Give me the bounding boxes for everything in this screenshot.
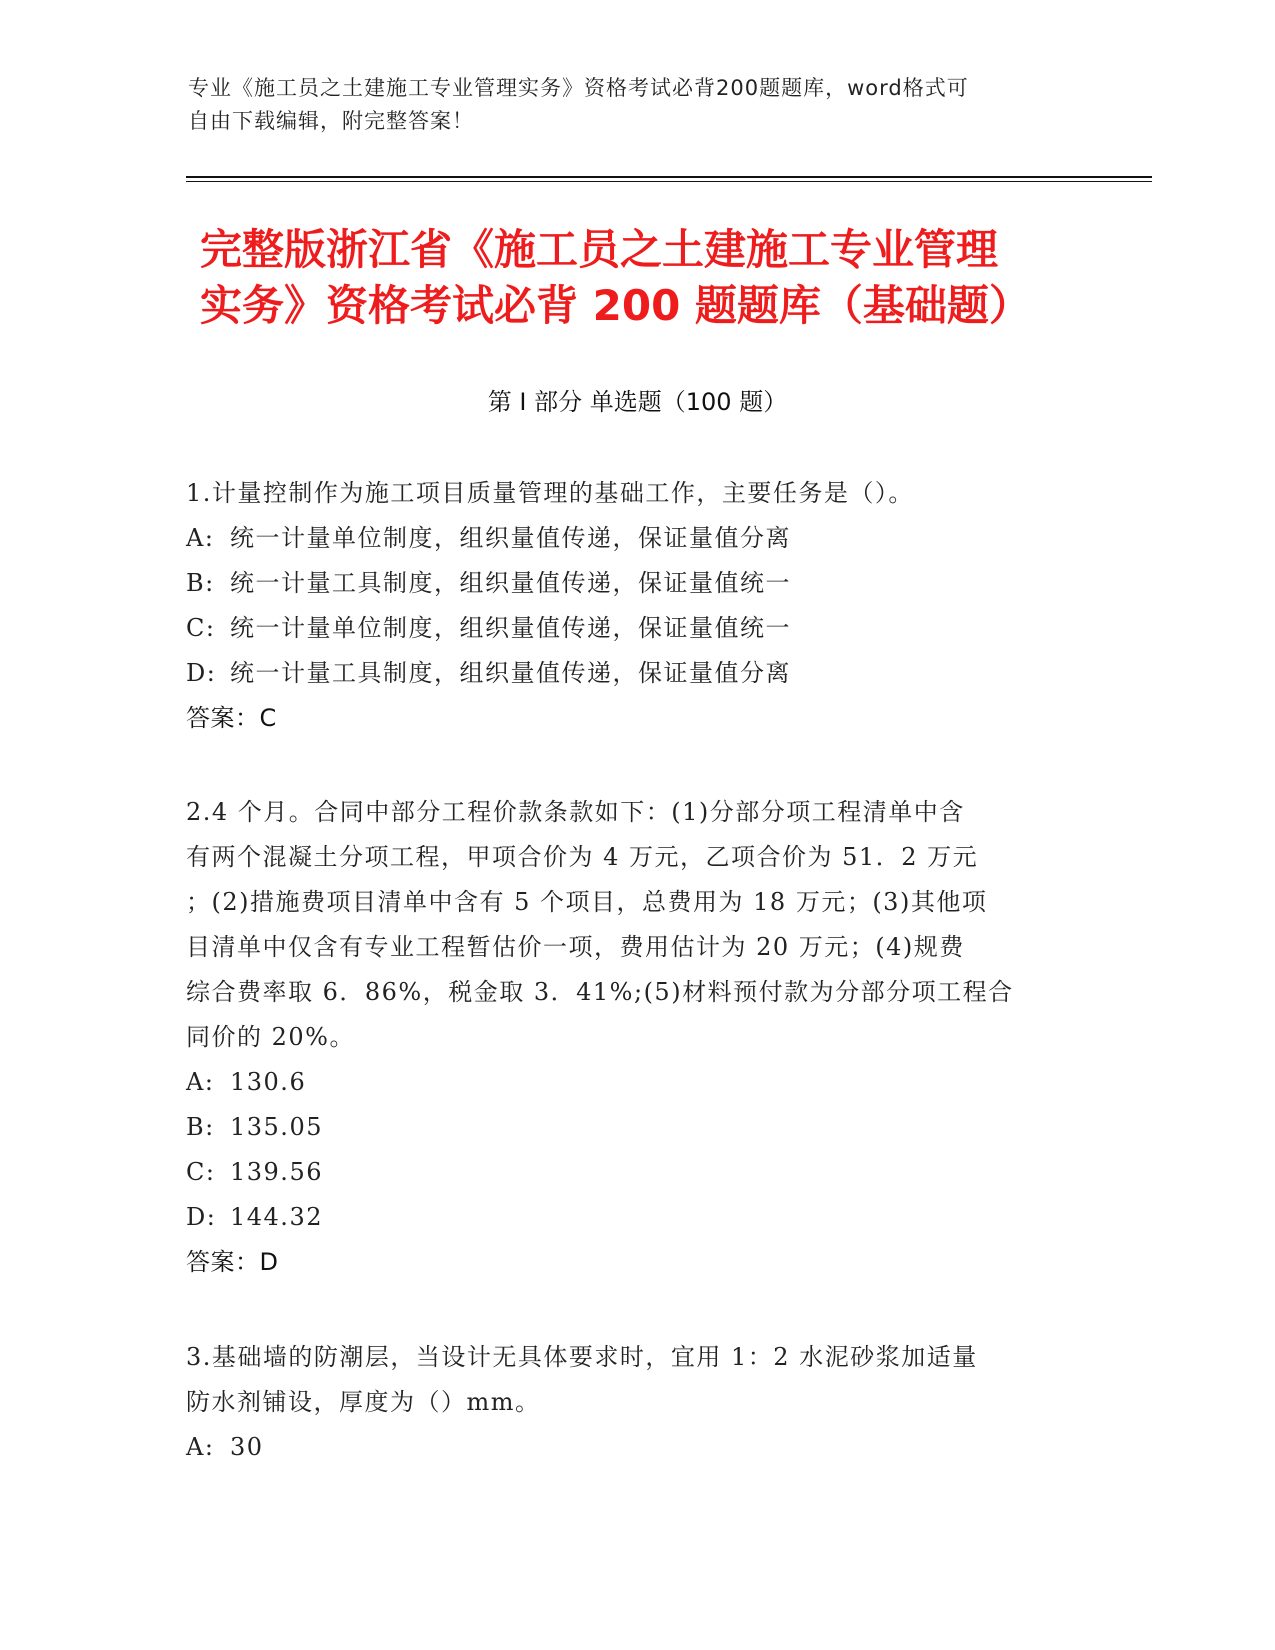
option-d (186, 651, 1086, 696)
stem-line: 综合费率取 6．86%，税金取 3．41%;(5)材料预付款为分部分项工程合 (186, 978, 1014, 1006)
option-text: 130.6 (230, 1068, 307, 1096)
option-c (186, 1150, 1086, 1195)
option-key: A: (186, 524, 215, 552)
option-text: 135.05 (230, 1113, 323, 1141)
option-text: 统一计量单位制度，组织量值传递，保证量值统一 (230, 614, 791, 642)
option-key: C: (186, 614, 216, 642)
stem-line: 有两个混凝土分项工程，甲项合价为 4 万元，乙项合价为 51．2 万元 (186, 843, 979, 871)
option-b (186, 1105, 1086, 1150)
option-key: D: (186, 659, 217, 687)
option-text: 统一计量工具制度，组织量值传递，保证量值分离 (230, 659, 791, 687)
answer-label: 答案：D (186, 1248, 279, 1276)
header-divider (186, 176, 1152, 178)
title-line: 实务》资格考试必背 200 题题库（基础题） (200, 281, 1031, 330)
option-text: 139.56 (230, 1158, 323, 1186)
section-title: 第 I 部分 单选题（100 题） (487, 388, 788, 416)
question-2 (186, 790, 1086, 1285)
stem-line: 目清单中仅含有专业工程暂估价一项，费用估计为 20 万元；(4)规费 (186, 933, 965, 961)
option-a (186, 516, 1086, 561)
option-d (186, 1195, 1086, 1240)
header-divider-thin (186, 181, 1152, 182)
stem-line: 防水剂铺设，厚度为（）mm。 (186, 1388, 541, 1416)
option-a (186, 1060, 1086, 1105)
intro-line: 自由下载编辑，附完整答案！ (188, 109, 474, 133)
stem-line: 同价的 20%。 (186, 1023, 355, 1051)
question-stem (186, 1335, 1086, 1425)
option-key: A: (186, 1068, 215, 1096)
document-title (200, 222, 1080, 334)
question-3 (186, 1335, 1086, 1470)
question-1 (186, 471, 1086, 741)
option-b (186, 561, 1086, 606)
option-text: 144.32 (230, 1203, 323, 1231)
stem-line: ；(2)措施费项目清单中含有 5 个项目，总费用为 18 万元；(3)其他项 (186, 888, 988, 916)
title-line: 完整版浙江省《施工员之土建施工专业管理 (200, 225, 999, 274)
intro-paragraph (188, 72, 1068, 138)
intro-line: 专业《施工员之土建施工专业管理实务》资格考试必背200题题库，word格式可 (188, 76, 969, 100)
stem-line: 2.4 个月。合同中部分工程价款条款如下：(1)分部分项工程清单中含 (186, 798, 965, 826)
option-c (186, 606, 1086, 651)
answer-label: 答案：C (186, 704, 277, 732)
option-text: 统一计量工具制度，组织量值传递，保证量值统一 (230, 569, 791, 597)
stem-line: 3.基础墙的防潮层，当设计无具体要求时，宜用 1：2 水泥砂浆加适量 (186, 1343, 978, 1371)
option-text: 统一计量单位制度，组织量值传递，保证量值分离 (230, 524, 791, 552)
option-text: 30 (230, 1433, 264, 1461)
option-key: A: (186, 1433, 215, 1461)
option-key: D: (186, 1203, 217, 1231)
option-a (186, 1425, 1086, 1470)
option-key: B: (186, 1113, 215, 1141)
question-stem (186, 790, 1086, 1060)
option-key: C: (186, 1158, 216, 1186)
question-stem: 1.计量控制作为施工项目质量管理的基础工作，主要任务是（）。 (186, 479, 914, 507)
option-key: B: (186, 569, 215, 597)
